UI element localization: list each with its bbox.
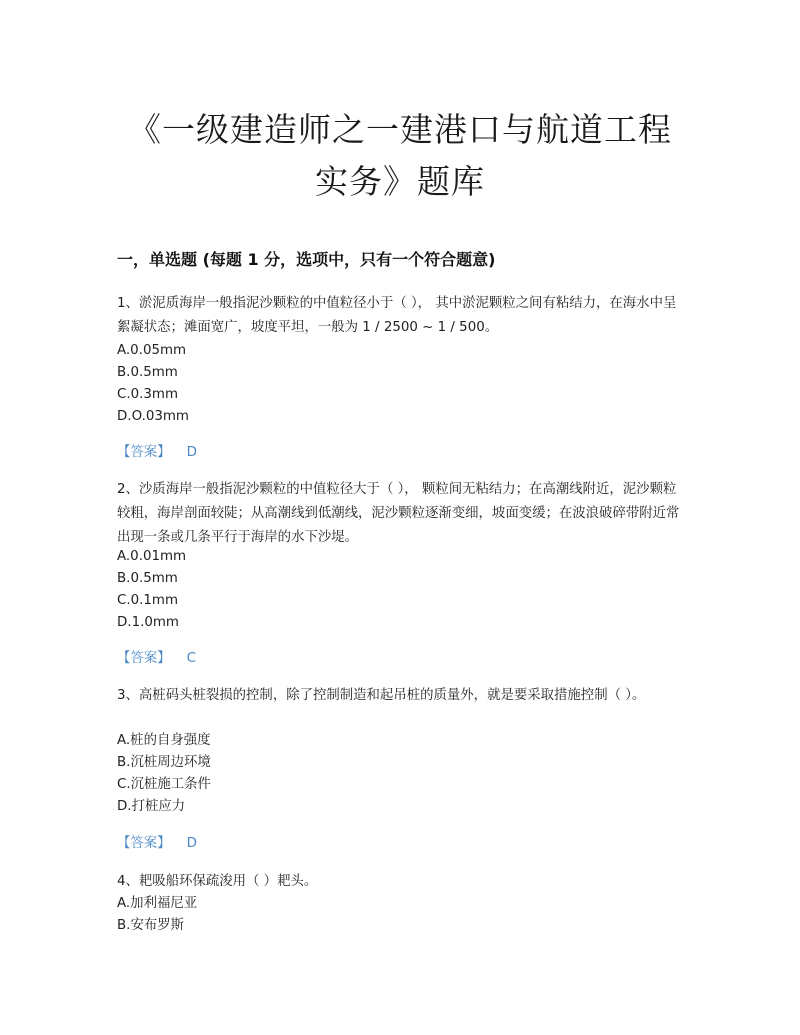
question-3-answer	[117, 833, 197, 855]
title-line-2: 实务》题库	[315, 162, 485, 201]
question-2-option-a: A.0.01mm	[117, 549, 187, 564]
answer-value: D	[186, 836, 197, 851]
question-4-option-a: A.加利福尼亚	[117, 896, 198, 911]
section-heading: 一，单选题 (每题 1 分，选项中，只有一个符合题意)	[117, 250, 496, 269]
question-3-option-d: D.打桩应力	[117, 799, 186, 814]
document-title	[100, 104, 700, 208]
question-3-option-b: B.沉桩周边环境	[117, 755, 211, 770]
question-1-option-c: C.0.3mm	[117, 387, 178, 402]
question-2-option-d: D.1.0mm	[117, 615, 179, 630]
question-2-answer	[117, 648, 196, 670]
question-1-option-d: D.O.03mm	[117, 409, 189, 424]
question-4-option-b: B.安布罗斯	[117, 918, 185, 933]
question-3-option-a: A.桩的自身强度	[117, 733, 211, 748]
question-3-option-c: C.沉桩施工条件	[117, 777, 211, 792]
answer-label: 【答案】	[117, 836, 171, 851]
question-3-text: 3、高桩码头桩裂损的控制，除了控制制造和起吊桩的质量外，就是要采取措施控制（ ）。	[117, 688, 646, 703]
question-2-option-b: B.0.5mm	[117, 571, 178, 586]
question-1-text: 1、淤泥质海岸一般指泥沙颗粒的中值粒径小于（ ）， 其中淤泥颗粒之间有粘结力，在海水中呈絮凝状态；滩面宽广，坡度平坦，一般为 1 / 2500 ~ 1 / 500。	[117, 296, 677, 335]
question-1-option-b: B.0.5mm	[117, 365, 178, 380]
question-2-text: 2、沙质海岸一般指泥沙颗粒的中值粒径大于（ ）， 颗粒间无粘结力；在高潮线附近，泥沙颗粒较粗，海岸剖面较陡；从高潮线到低潮线，泥沙颗粒逐渐变细，坡面变缓；在波浪破碎带附近常出现一条或几条平行于海岸的水下沙堤。	[117, 482, 680, 545]
answer-label: 【答案】	[117, 651, 171, 666]
question-1-answer	[117, 442, 197, 464]
question-2-option-c: C.0.1mm	[117, 593, 178, 608]
answer-label: 【答案】	[117, 445, 171, 460]
answer-value: C	[186, 651, 196, 666]
answer-value: D	[186, 445, 197, 460]
question-4-text: 4、耙吸船环保疏浚用（ ）耙头。	[117, 874, 318, 889]
title-line-1: 《一级建造师之一建港口与航道工程	[128, 110, 672, 149]
question-1-option-a: A.0.05mm	[117, 343, 187, 358]
